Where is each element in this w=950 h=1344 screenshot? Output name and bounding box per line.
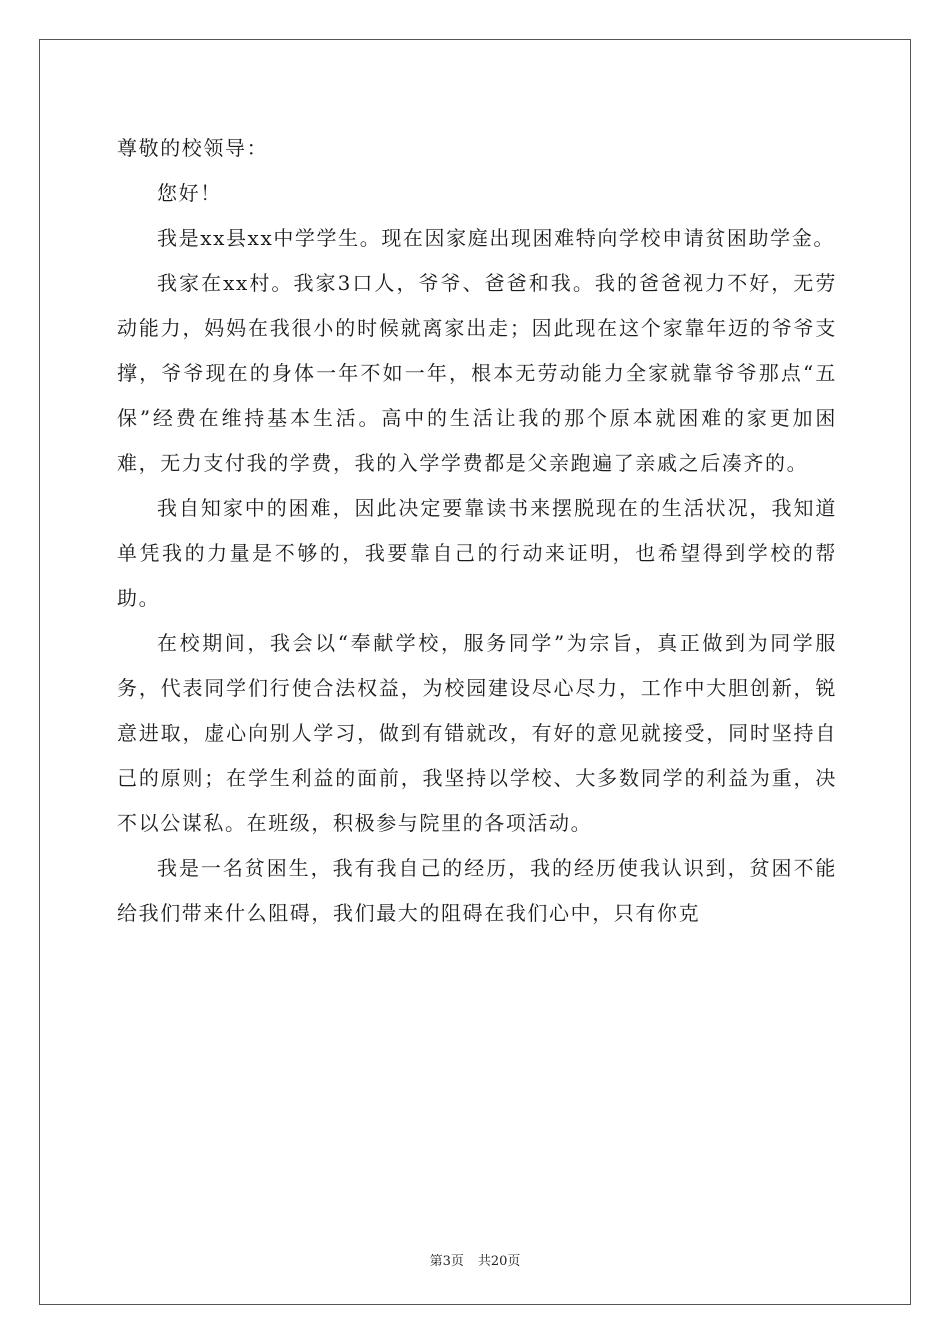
paragraph-5: 我是一名贫困生，我有我自己的经历，我的经历使我认识到，贫困不能给我们带来什么阻碍，我们最大的阻碍在我们心中，只有你克 — [117, 856, 837, 925]
paragraph-3: 我自知家中的困难，因此决定要靠读书来摆脱现在的生活状况，我知道单凭我的力量是不够的，我要靠自己的行动来证明，也希望得到学校的帮助。 — [117, 496, 837, 610]
letter-body — [117, 126, 837, 936]
page-total: 共20页 — [477, 1254, 521, 1269]
salutation: 尊敬的校领导： — [117, 136, 269, 160]
paragraph-2: 我家在xx村。我家3口人，爷爷、爸爸和我。我的爸爸视力不好，无劳动能力，妈妈在我很小的时候就离家出走；因此现在这个家靠年迈的爷爷支撑，爷爷现在的身体一年不如一年，根本无劳动能力全家就靠爷爷那点“五保”经费在维持基本生活。高中的生活让我的那个原本就困难的家更加困难，无力支付我的学费，我的入学学费都是父亲跑遍了亲戚之后凑齐的。 — [117, 271, 837, 475]
paragraph-1: 我是xx县xx中学学生。现在因家庭出现困难特向学校申请贫困助学金。 — [157, 226, 835, 250]
page-number: 第3页 — [429, 1254, 464, 1269]
paragraph-4: 在校期间，我会以“奉献学校，服务同学”为宗旨，真正做到为同学服务，代表同学们行使合法权益，为校园建设尽心尽力，工作中大胆创新，锐意进取，虚心向别人学习，做到有错就改，有好的意见就接受，同时坚持自己的原则；在学生利益的面前，我坚持以学校、大多数同学的利益为重，决不以公谋私。在班级，积极参与院里的各项活动。 — [117, 631, 837, 835]
greeting: 您好！ — [157, 181, 222, 205]
page-footer — [0, 1250, 950, 1269]
